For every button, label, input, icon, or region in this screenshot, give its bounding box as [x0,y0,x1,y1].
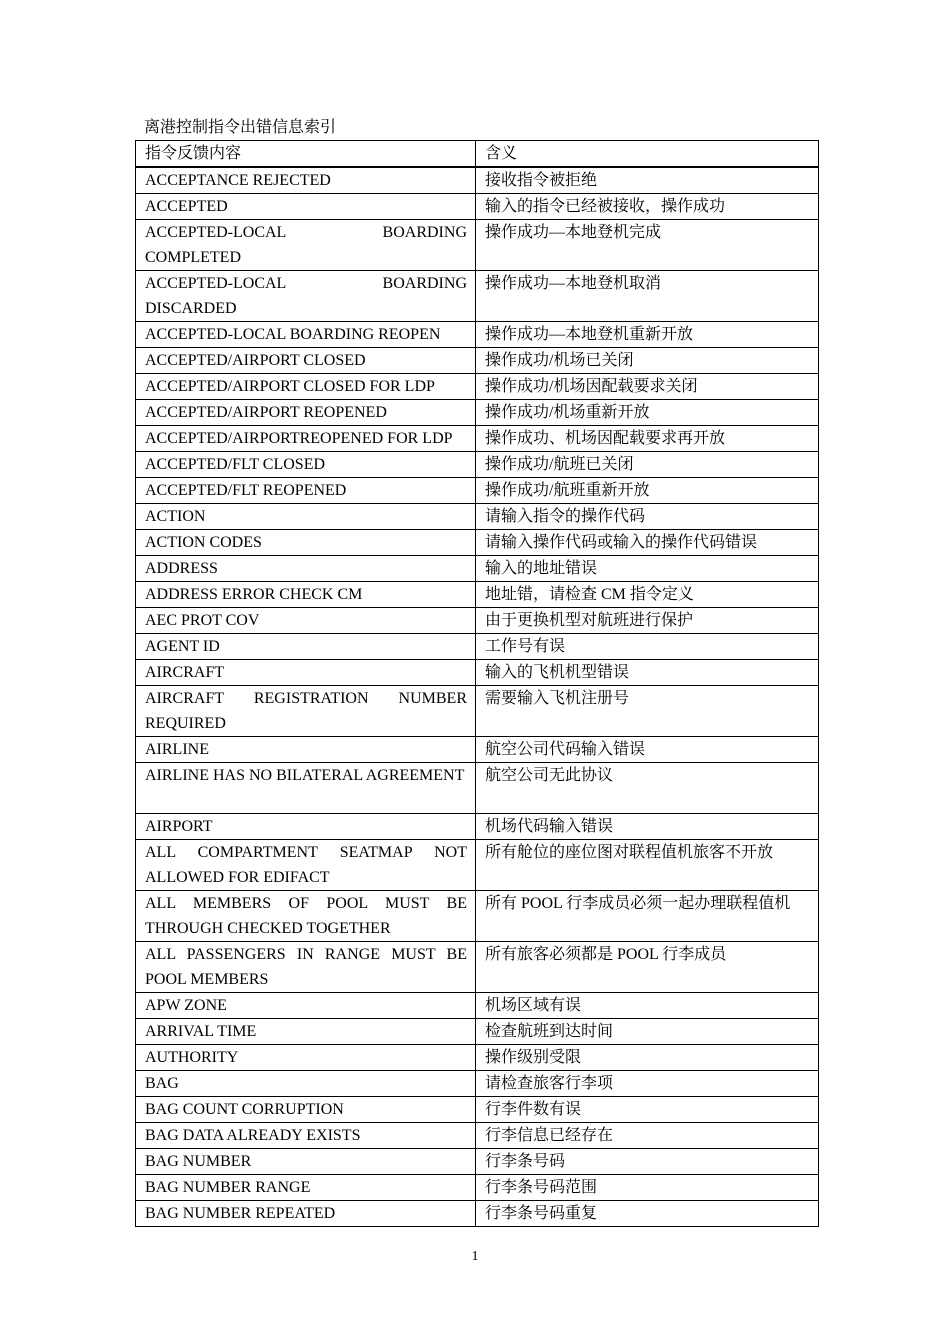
feedback-code-cell: AIRCRAFT REGISTRATION NUMBER REQUIRED [136,686,476,737]
meaning-cell: 请输入指令的操作代码 [476,504,819,530]
table-row [136,1175,819,1201]
meaning-cell: 行李条号码重复 [476,1201,819,1227]
meaning-cell: 地址错，请检查 CM 指令定义 [476,582,819,608]
table-row [136,840,819,891]
meaning-cell: 航空公司代码输入错误 [476,737,819,763]
error-message-table [135,140,819,1227]
meaning-cell: 操作成功/航班已关闭 [476,452,819,478]
table-row [136,942,819,993]
feedback-code-cell: BAG NUMBER [136,1149,476,1175]
meaning-cell: 行李条号码范围 [476,1175,819,1201]
table-row [136,167,819,194]
table-row [136,1045,819,1071]
meaning-cell: 请输入操作代码或输入的操作代码错误 [476,530,819,556]
feedback-code-cell: BAG NUMBER RANGE [136,1175,476,1201]
table-row [136,271,819,322]
meaning-cell: 操作成功—本地登机取消 [476,271,819,322]
table-row [136,348,819,374]
feedback-code-cell: ACCEPTED/AIRPORT REOPENED [136,400,476,426]
meaning-cell: 请检查旅客行李项 [476,1071,819,1097]
header-meaning: 含义 [476,141,819,168]
table-row [136,686,819,737]
meaning-cell: 行李信息已经存在 [476,1123,819,1149]
feedback-code-cell: ALL COMPARTMENT SEATMAP NOT ALLOWED FOR EDIFACT [136,840,476,891]
table-row [136,814,819,840]
meaning-cell: 所有舱位的座位图对联程值机旅客不开放 [476,840,819,891]
meaning-cell: 航空公司无此协议 [476,763,819,814]
table-row [136,608,819,634]
feedback-code-cell: ACTION CODES [136,530,476,556]
feedback-code-cell: AIRPORT [136,814,476,840]
table-row [136,1149,819,1175]
feedback-code-cell: ACCEPTED/AIRPORTREOPENED FOR LDP [136,426,476,452]
meaning-cell: 接收指令被拒绝 [476,167,819,194]
meaning-cell: 需要输入飞机注册号 [476,686,819,737]
table-row [136,737,819,763]
table-row [136,763,819,814]
meaning-cell: 所有旅客必须都是 POOL 行李成员 [476,942,819,993]
feedback-code-cell: ACCEPTED/FLT CLOSED [136,452,476,478]
feedback-code-cell: ACCEPTED/AIRPORT CLOSED [136,348,476,374]
document-title: 离港控制指令出错信息索引 [144,119,337,136]
feedback-code-cell: ACCEPTED [136,194,476,220]
meaning-cell: 输入的指令已经被接收，操作成功 [476,194,819,220]
table-row [136,556,819,582]
feedback-code-cell: AIRLINE [136,737,476,763]
meaning-cell: 操作级别受限 [476,1045,819,1071]
feedback-code-cell: ACCEPTED/FLT REOPENED [136,478,476,504]
feedback-code-cell: BAG [136,1071,476,1097]
feedback-code-cell: BAG NUMBER REPEATED [136,1201,476,1227]
page-number: 1 [471,1249,479,1264]
feedback-code-cell: ACCEPTED-LOCAL BOARDING COMPLETED [136,220,476,271]
feedback-code-cell: AGENT ID [136,634,476,660]
table-row [136,660,819,686]
feedback-code-cell: AIRCRAFT [136,660,476,686]
table-row [136,891,819,942]
meaning-cell: 操作成功/航班重新开放 [476,478,819,504]
feedback-code-cell: ACCEPTANCE REJECTED [136,167,476,194]
feedback-code-cell: ADDRESS [136,556,476,582]
feedback-code-cell: AIRLINE HAS NO BILATERAL AGREEMENT [136,763,476,814]
meaning-cell: 行李条号码 [476,1149,819,1175]
table-row [136,426,819,452]
table-row [136,220,819,271]
feedback-code-cell: AUTHORITY [136,1045,476,1071]
meaning-cell: 所有 POOL 行李成员必须一起办理联程值机 [476,891,819,942]
table-row [136,1019,819,1045]
feedback-code-cell: APW ZONE [136,993,476,1019]
header-feedback-content: 指令反馈内容 [136,141,476,168]
table-row [136,634,819,660]
table-row [136,1123,819,1149]
feedback-code-cell: ALL MEMBERS OF POOL MUST BE THROUGH CHECKED TOGETHER [136,891,476,942]
feedback-code-cell: ADDRESS ERROR CHECK CM [136,582,476,608]
table-row [136,504,819,530]
feedback-code-cell: ALL PASSENGERS IN RANGE MUST BE POOL MEMBERS [136,942,476,993]
feedback-code-cell: BAG COUNT CORRUPTION [136,1097,476,1123]
table-row [136,1071,819,1097]
meaning-cell: 操作成功/机场因配载要求关闭 [476,374,819,400]
table-row [136,478,819,504]
meaning-cell: 操作成功—本地登机完成 [476,220,819,271]
table-row [136,194,819,220]
meaning-cell: 由于更换机型对航班进行保护 [476,608,819,634]
table-row [136,452,819,478]
meaning-cell: 输入的飞机机型错误 [476,660,819,686]
feedback-code-cell: ACTION [136,504,476,530]
meaning-cell: 机场代码输入错误 [476,814,819,840]
meaning-cell: 操作成功/机场重新开放 [476,400,819,426]
table-row [136,400,819,426]
table-header-row [136,141,819,168]
meaning-cell: 输入的地址错误 [476,556,819,582]
meaning-cell: 行李件数有误 [476,1097,819,1123]
table-row [136,530,819,556]
meaning-cell: 操作成功、机场因配载要求再开放 [476,426,819,452]
feedback-code-cell: AEC PROT COV [136,608,476,634]
table-row [136,374,819,400]
feedback-code-cell: ARRIVAL TIME [136,1019,476,1045]
table-row [136,993,819,1019]
table-row [136,1201,819,1227]
feedback-code-cell: ACCEPTED/AIRPORT CLOSED FOR LDP [136,374,476,400]
meaning-cell: 操作成功—本地登机重新开放 [476,322,819,348]
table-row [136,1097,819,1123]
table-row [136,322,819,348]
feedback-code-cell: BAG DATA ALREADY EXISTS [136,1123,476,1149]
feedback-code-cell: ACCEPTED-LOCAL BOARDING REOPEN [136,322,476,348]
feedback-code-cell: ACCEPTED-LOCAL BOARDING DISCARDED [136,271,476,322]
table-row [136,582,819,608]
meaning-cell: 操作成功/机场已关闭 [476,348,819,374]
meaning-cell: 机场区域有误 [476,993,819,1019]
meaning-cell: 检查航班到达时间 [476,1019,819,1045]
meaning-cell: 工作号有误 [476,634,819,660]
